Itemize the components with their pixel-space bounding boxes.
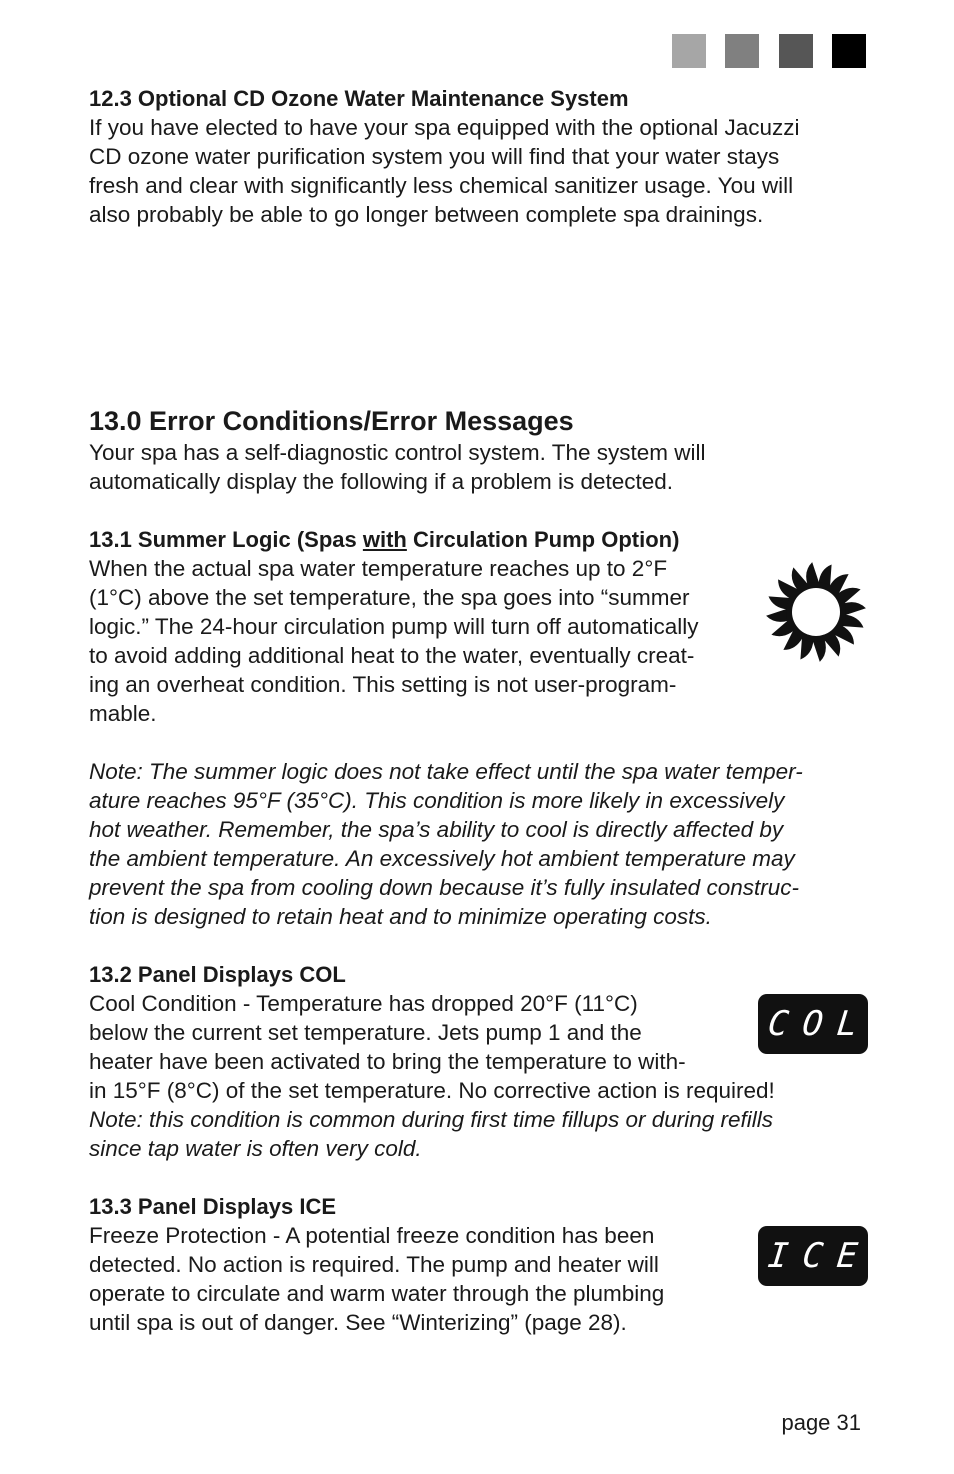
section-13-1-line: to avoid adding additional heat to the water, eventually creat- <box>89 643 695 668</box>
black-square <box>832 34 866 68</box>
section-13-2-line: heater have been activated to bring the temperature to with- <box>89 1049 686 1074</box>
section-12-3-line: fresh and clear with significantly less chemical sanitizer usage. You will <box>89 173 794 198</box>
ice-display-panel <box>758 1226 874 1286</box>
col-display-panel <box>758 994 874 1054</box>
section-13-3-line: detected. No action is required. The pump and heater will <box>89 1252 659 1277</box>
gray-square-dark <box>779 34 813 68</box>
section-13-1-line: logic.” The 24-hour circulation pump will turn off automatically <box>89 614 699 639</box>
col-note-line: since tap water is often very cold. <box>89 1136 422 1161</box>
section-12-3-line: If you have elected to have your spa equipped with the optional Jacuzzi <box>89 115 800 140</box>
summer-note-line: tion is designed to retain heat and to minimize operating costs. <box>89 904 712 929</box>
heading-underlined: with <box>362 527 407 552</box>
section-13-0-line: automatically display the following if a problem is detected. <box>89 469 674 494</box>
section-13-1-line: mable. <box>89 701 157 726</box>
summer-note-line: hot weather. Remember, the spa’s ability to cool is directly affected by <box>89 817 784 842</box>
section-13-3-heading: 13.3 Panel Displays ICE <box>89 1194 337 1219</box>
section-13-3-line: operate to circulate and warm water through the plumbing <box>89 1281 665 1306</box>
section-13-0-heading: 13.0 Error Conditions/Error Messages <box>89 406 574 436</box>
section-13-2-heading: 13.2 Panel Displays COL <box>89 962 346 987</box>
gray-square-medium <box>725 34 759 68</box>
section-13-3-line: Freeze Protection - A potential freeze condition has been <box>89 1223 655 1248</box>
sun-face <box>792 588 840 636</box>
section-13-1-line: When the actual spa water temperature reaches up to 2°F <box>89 556 668 581</box>
section-13-1-line: ing an overheat condition. This setting is not user-program- <box>89 672 677 697</box>
section-12-3-line: also probably be able to go longer between complete spa drainings. <box>89 202 764 227</box>
col-display-text: COL <box>766 1004 874 1044</box>
heading-part: Circulation Pump Option) <box>406 527 680 552</box>
section-12-3-heading: 12.3 Optional CD Ozone Water Maintenance System <box>89 86 629 111</box>
ice-display-text: ICE <box>766 1236 874 1276</box>
section-13-1-line: (1°C) above the set temperature, the spa goes into “summer <box>89 585 690 610</box>
section-13-3-line: until spa is out of danger. See “Winterizing” (page 28). <box>89 1310 627 1335</box>
section-13-0-line: Your spa has a self-diagnostic control system. The system will <box>89 440 706 465</box>
summer-note-line: Note: The summer logic does not take effect until the spa water temper- <box>89 759 803 784</box>
section-13-1-heading <box>89 525 679 554</box>
gray-square-light <box>672 34 706 68</box>
section-13-2-line: in 15°F (8°C) of the set temperature. No corrective action is required! <box>89 1078 775 1103</box>
page-number: page 31 <box>781 1410 861 1435</box>
section-13-2-line: below the current set temperature. Jets pump 1 and the <box>89 1020 642 1045</box>
summer-note-line: the ambient temperature. An excessively hot ambient temperature may <box>89 846 795 871</box>
section-13-2-line: Cool Condition - Temperature has dropped 20°F (11°C) <box>89 991 638 1016</box>
summer-note-line: ature reaches 95°F (35°C). This condition is more likely in excessively <box>89 788 785 813</box>
section-12-3-line: CD ozone water purification system you will find that your water stays <box>89 144 780 169</box>
sun-icon <box>764 560 868 664</box>
col-note-line: Note: this condition is common during first time fillups or during refills <box>89 1107 774 1132</box>
summer-note-line: prevent the spa from cooling down because it’s fully insulated construc- <box>89 875 799 900</box>
heading-part: 13.1 Summer Logic (Spas <box>89 527 363 552</box>
